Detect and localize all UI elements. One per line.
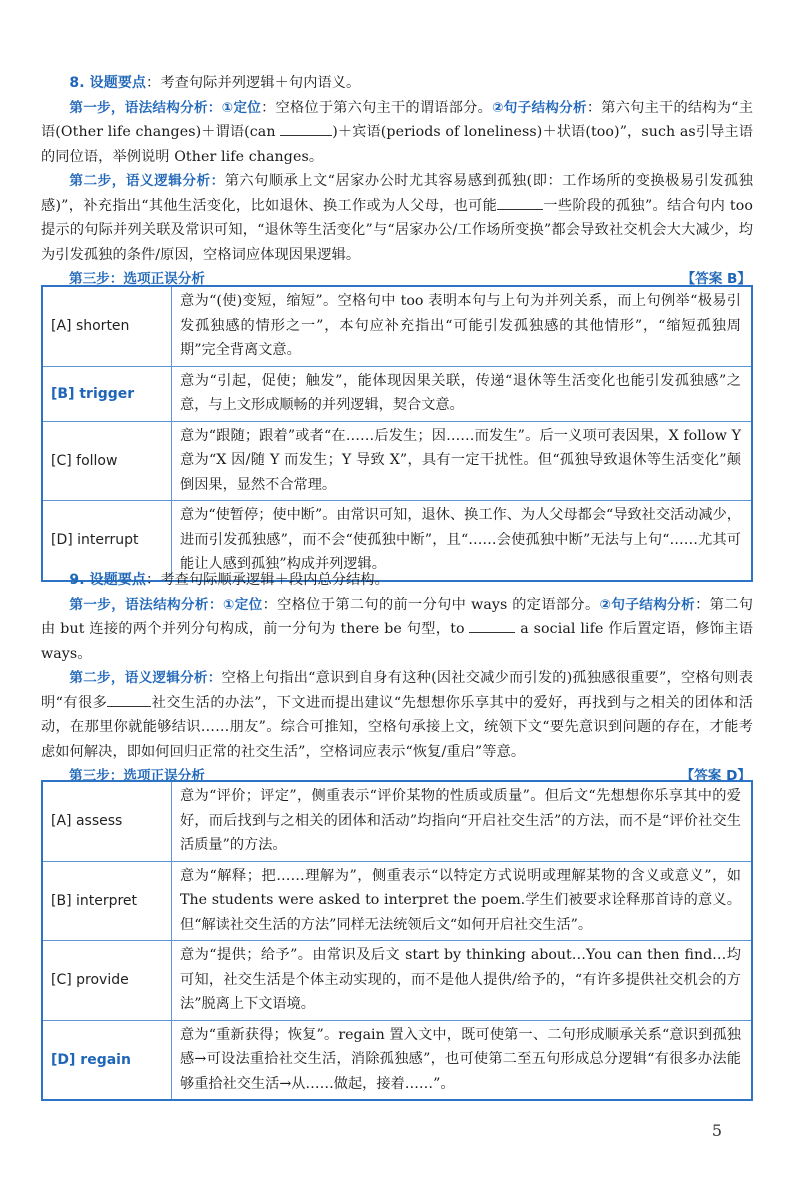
q8-analysis	[41, 71, 753, 291]
q8-step1-point2: ②句子结构分析	[492, 99, 587, 116]
option-label: [A] assess	[42, 781, 172, 861]
q9-analysis	[41, 568, 753, 788]
blank-line	[280, 121, 332, 136]
q8-answer-badge: 【答案 B】	[681, 271, 751, 287]
q9-step3-label: 第三步：选项正误分析	[69, 768, 205, 784]
blank-line	[469, 618, 515, 633]
q8-step3-label: 第三步：选项正误分析	[69, 271, 205, 287]
option-explanation: 意为“引起，促使；触发”，能体现因果关联，传递“退休等生活变化也能引发孤独感”之意，与上文形成顺畅的并列逻辑，契合文意。	[172, 366, 753, 421]
q9-title-label: 9. 设题要点	[69, 572, 147, 588]
option-label-correct: [B] trigger	[42, 366, 172, 421]
table-row	[42, 861, 752, 941]
option-label: [D] interrupt	[42, 501, 172, 581]
table-row	[42, 366, 752, 421]
option-explanation: 意为“重新获得；恢复”。regain 置入文中，既可使第一、二句形成顺承关系“意识到孤独感→可设法重拾社交生活，消除孤独感”，也可使第二至五句形成总分逻辑“有很多办法能够重拾社交生活→从……做起，接着……”。	[172, 1020, 753, 1100]
q8-title-label: 8. 设题要点	[69, 75, 147, 91]
table-row	[42, 941, 752, 1021]
q9-step2	[41, 666, 753, 764]
option-label: [C] provide	[42, 941, 172, 1021]
q9-title-text: ：考查句际顺承逻辑＋段内总分结构。	[146, 572, 389, 588]
q8-step1-text3: )＋宾语(periods of loneliness)＋状语(too)”，such as引导主语的同位语，举例说明 Other life changes。	[41, 124, 754, 165]
option-label: [A] shorten	[42, 286, 172, 366]
q9-step1-text3: a social life 作后置定语，修饰主语 ways。	[41, 621, 753, 662]
option-label: [B] interpret	[42, 861, 172, 941]
option-explanation: 意为“评价；评定”，侧重表示“评价某物的性质或质量”。但后文“先想想你乐享其中的爱好，而后找到与之相关的团体和活动”均指向“开启社交生活”的方法，而不是“评价社交生活质量”的方法。	[172, 781, 753, 861]
q9-step1	[41, 593, 753, 667]
q8-title	[41, 71, 753, 96]
table-row	[42, 781, 752, 861]
q8-step1-text1: ：空格位于第六句主干的谓语部分。	[261, 99, 493, 116]
q8-step2-label: 第二步，语义逻辑分析：	[69, 173, 225, 189]
blank-line	[497, 195, 543, 210]
option-label: [C] follow	[42, 421, 172, 501]
option-explanation: 意为“提供；给予”。由常识及后文 start by thinking about…You can then find…均可知，社交生活是个体主动实现的，而不是他人提供/给予的，“有许多提供社交机会的方法”脱离上下文语境。	[172, 941, 753, 1021]
q9-step2-text1: 空格上句指出“意识到自身有这种(因社交减少而引发的)孤独感很重要”，空格句则表明“有很多	[41, 670, 753, 711]
q8-step1-text2: ：第六句主干的结构为“主语(Other life changes)＋谓语(can	[41, 99, 753, 140]
option-explanation: 意为“解释；把……理解为”，侧重表示“以特定方式说明或理解某物的含义或意义”，如 The students were asked to interpret the poem.学生们被要求诠释那首诗的意义。但“解读社交生活的方法”同样无法统领后文“如何开启社交生活”。	[172, 861, 753, 941]
q8-step1-point1: ①定位	[221, 99, 262, 116]
q9-answer-badge: 【答案 D】	[680, 768, 751, 784]
table-row	[42, 421, 752, 501]
q9-step2-label: 第二步，语义逻辑分析：	[69, 670, 222, 686]
q9-step1-text2: ：第二句由 but 连接的两个并列分句构成，前一分句为 there be 句型，to	[41, 596, 753, 637]
q9-step1-text1: ：空格位于第二句的前一分句中 ways 的定语部分。	[262, 596, 600, 613]
q8-step1	[41, 96, 753, 170]
option-explanation: 意为“跟随；跟着”或者“在……后发生；因……而发生”。后一义项可表因果，X follow Y 意为“X 因/随 Y 而发生；Y 导致 X”，具有一定干扰性。但“孤独导致退休等生活变化”颠倒因果，显然不合常理。	[172, 421, 753, 501]
q8-step2-text2: 一些阶段的孤独”。结合句内 too 提示的句际并列关联及常识可知，“退休等生活变化”与“居家办公/工作场所变换”都会导致社交机会大大减少，均为引发孤独的条件/原因，空格词应体现因果逻辑。	[41, 197, 754, 263]
q9-step1-point1: ①定位	[222, 596, 263, 613]
q9-step1-point2: ②句子结构分析	[599, 596, 696, 613]
q8-step2-text1: 第六句顺承上文“居家办公时尤其容易感到孤独(即：工作场所的变换极易引发孤独感)”，补充指出“其他生活变化，比如退休、换工作或为人父母，也可能	[41, 173, 753, 214]
option-explanation: 意为“(使)变短，缩短”。空格句中 too 表明本句与上句为并列关系，而上句例举“极易引发孤独感的情形之一”，本句应补充指出“可能引发孤独感的其他情形”，“缩短孤独周期”完全背离文意。	[172, 286, 753, 366]
blank-line	[107, 692, 151, 707]
table-row	[42, 1020, 752, 1100]
option-label-correct: [D] regain	[42, 1020, 172, 1100]
q9-step2-text2: 社交生活的办法”，下文进而提出建议“先想想你乐享其中的爱好，再找到与之相关的团体和活动，在那里你就能够结识……朋友”。综合可推知，空格句承接上文，统领下文“要先意识到问题的存在，才能考虑如何解决，即如何回归正常的社交生活”，空格词应表示“恢复/重启”等意。	[41, 694, 753, 760]
q9-step1-label: 第一步，语法结构分析：	[69, 596, 223, 613]
q8-options-table	[41, 285, 753, 582]
q8-title-text: ：考查句际并列逻辑＋句内语义。	[146, 75, 361, 91]
q9-options-table	[41, 780, 753, 1101]
table-row	[42, 286, 752, 366]
q9-title	[41, 568, 753, 593]
option-explanation: 意为“使暂停；使中断”。由常识可知，退休、换工作、为人父母都会“导致社交活动减少，进而引发孤独感”，而不会“使孤独中断”，且“……会使孤独中断”无法与上句“……尤其可能让人感到孤独”构成并列逻辑。	[172, 501, 753, 581]
q8-step2	[41, 169, 753, 267]
q8-step1-label: 第一步，语法结构分析：	[69, 99, 222, 116]
page-number: 5	[711, 1121, 722, 1140]
